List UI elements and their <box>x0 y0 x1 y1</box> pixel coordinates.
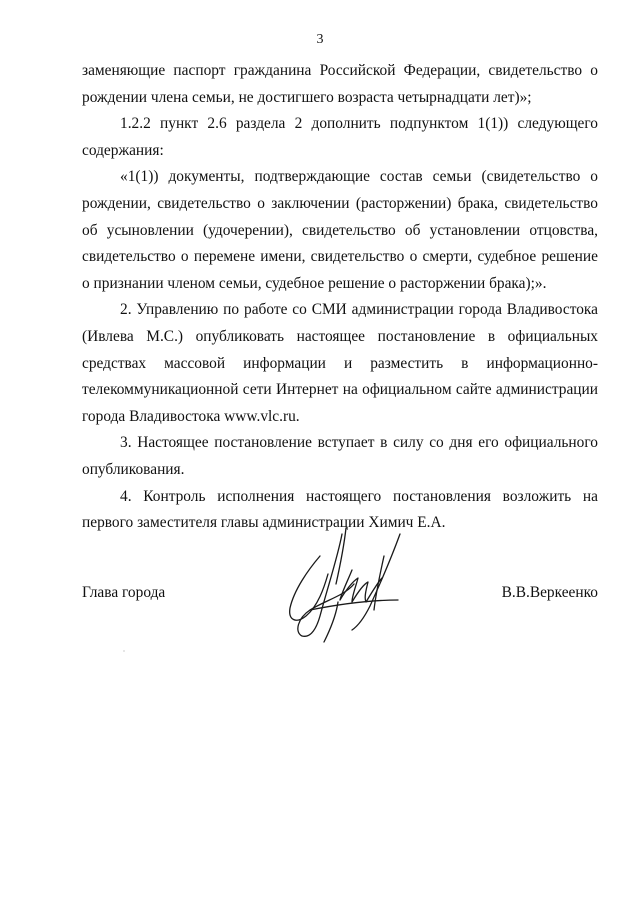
paragraph-control-assignment: 4. Контроль исполнения настоящего постановления возложить на первого заместителя главы администрации Химич Е.А. <box>82 487 598 532</box>
paragraph-amendment-1-2-2: 1.2.2 пункт 2.6 раздела 2 дополнить подпунктом 1(1)) следующего содержания: <box>82 115 598 159</box>
paragraph-effective-date: 3. Настоящее постановление вступает в силу со дня его официального опубликования. <box>82 434 598 478</box>
handwritten-signature-icon <box>280 526 420 644</box>
signatory-name: В.В.Веркеенко <box>501 584 598 601</box>
paragraph-passport-continuation: заменяющие паспорт гражданина Российской Федерации, свидетельство о рождении члена семьи, не достигшего возраста четырнадцати лет)»; <box>82 62 598 106</box>
signatory-position: Глава города <box>82 584 166 601</box>
scan-speck <box>123 650 125 652</box>
page-number: 3 <box>316 32 324 47</box>
document-body <box>82 58 598 537</box>
paragraph-family-documents: «1(1)) документы, подтверждающие состав семьи (свидетельство о рождении, свидетельство о заключении (расторжении) брака, свидетельство об усыновлении (удочерении), свидетельство об установлении отцовства, свидетельство о перемене имени, свидетельство о смерти, судебное решение о признании членом семьи, судебное решение о расторжении брака);». <box>82 168 598 292</box>
paragraph-publication-order: 2. Управлению по работе со СМИ администрации города Владивостока (Ивлева М.С.) опубликовать настоящее постановление в официальных средствах массовой информации и разместить в информационно-телекоммуникационной сети Интернет на официальном сайте администрации города Владивостока www.vlc.ru. <box>82 301 598 425</box>
